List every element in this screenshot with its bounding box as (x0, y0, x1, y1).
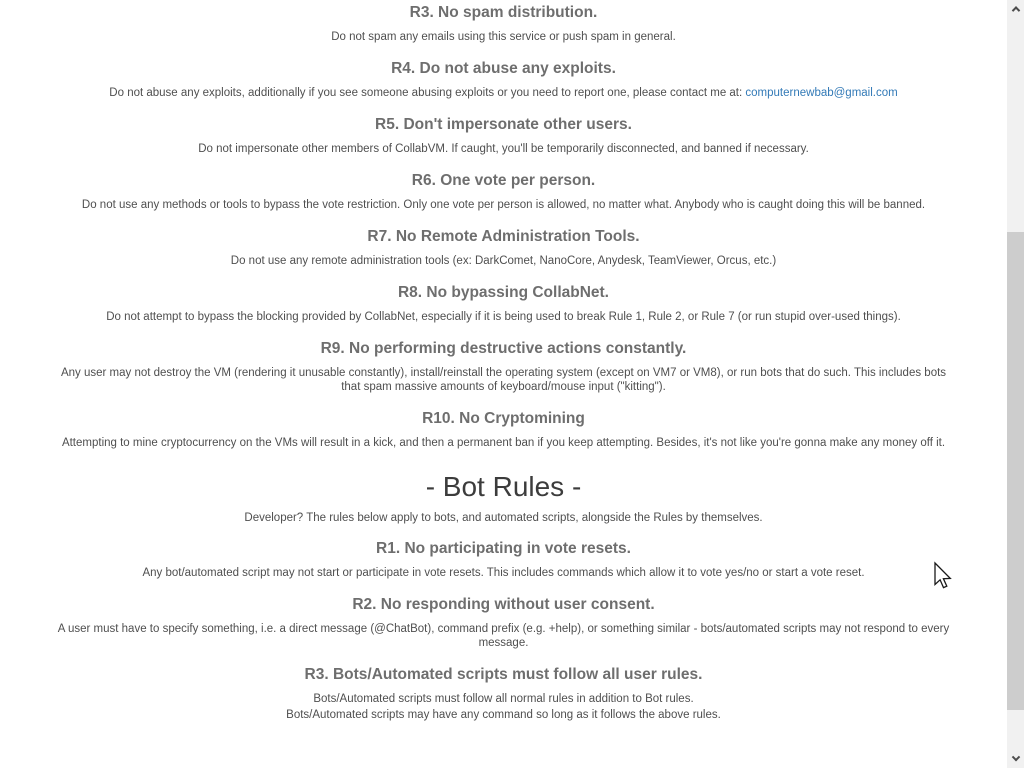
rule-description: Do not use any methods or tools to bypass the vote restriction. Only one vote per person is allowed, no matter what. Anybody who is caught doing this will be banned. (81, 199, 926, 211)
rule-r6 (34, 172, 974, 212)
bot-rule-r2 (34, 596, 974, 650)
rule-description: Do not use any remote administration tools (ex: DarkComet, NanoCore, Anydesk, TeamViewer, Orcus, etc.) (230, 255, 777, 267)
rule-title: R6. One vote per person. (411, 172, 596, 189)
rule-description-text: Do not abuse any exploits, additionally if you see someone abusing exploits or you need to report one, please contact me at: (109, 87, 743, 99)
scrollbar-up-button[interactable] (1007, 0, 1024, 17)
rule-r10 (34, 410, 974, 450)
rule-description-line2: Bots/Automated scripts may have any command so long as it follows the above rules. (286, 709, 721, 721)
rule-description: Any bot/automated script may not start or participate in vote resets. This includes commands which allow it to vote yes/no or start a vote reset. (142, 567, 865, 579)
rule-title: R1. No participating in vote resets. (376, 540, 631, 557)
rule-description: A user must have to specify something, i.e. a direct message (@ChatBot), command prefix (e.g. +help), or something similar - bots/automated scripts may not respond to every message. (57, 623, 950, 649)
rule-r7 (34, 228, 974, 268)
rule-title: R9. No performing destructive actions constantly. (320, 340, 687, 357)
vertical-scrollbar[interactable] (1007, 0, 1024, 768)
bot-rule-r1 (34, 540, 974, 580)
chevron-down-icon (1011, 752, 1019, 760)
rule-r9 (34, 340, 974, 394)
rule-title: R5. Don't impersonate other users. (375, 116, 632, 133)
rule-title: R10. No Cryptomining (422, 410, 585, 427)
chevron-up-icon (1011, 6, 1019, 14)
rule-title: R8. No bypassing CollabNet. (397, 284, 609, 301)
bot-rule-r3 (34, 666, 974, 722)
bot-rules-intro: Developer? The rules below apply to bots, and automated scripts, alongside the Rules by themselves. (244, 512, 763, 524)
rule-description: Do not spam any emails using this service or push spam in general. (331, 31, 676, 43)
rule-description: Do not impersonate other members of CollabVM. If caught, you'll be temporarily disconnected, and banned if necessary. (198, 143, 809, 155)
rule-description-line1: Bots/Automated scripts must follow all normal rules in addition to Bot rules. (313, 693, 694, 705)
email-link[interactable]: computernewbab@gmail.com (745, 87, 898, 99)
rule-title: R4. Do not abuse any exploits. (391, 60, 616, 77)
rule-r3 (34, 4, 974, 44)
scrollbar-thumb[interactable] (1007, 232, 1024, 710)
rule-r5 (34, 116, 974, 156)
rule-title: R7. No Remote Administration Tools. (367, 228, 640, 245)
rule-r8 (34, 284, 974, 324)
rule-title: R3. No spam distribution. (409, 4, 598, 21)
rule-description (34, 86, 974, 100)
rule-description: Attempting to mine cryptocurrency on the VMs will result in a kick, and then a permanent ban if you keep attempting. Besides, it's not like you're gonna make any money off it. (61, 437, 946, 449)
rule-r4 (34, 60, 974, 100)
rule-description: Do not attempt to bypass the blocking provided by CollabNet, especially if it is being used to break Rule 1, Rule 2, or Rule 7 (or run stupid over-used things). (106, 311, 901, 323)
rule-title: R2. No responding without user consent. (352, 596, 655, 613)
rule-title: R3. Bots/Automated scripts must follow all user rules. (304, 666, 703, 683)
scrollbar-down-button[interactable] (1007, 751, 1024, 768)
rule-description: Any user may not destroy the VM (rendering it unusable constantly), install/reinstall the operating system (except on VM7 or VM8), or run bots that do such. This includes bots that spam massive amounts of keyboard/mouse input ("kitting"). (60, 367, 947, 393)
bot-rules-section-title: - Bot Rules - (425, 471, 582, 502)
